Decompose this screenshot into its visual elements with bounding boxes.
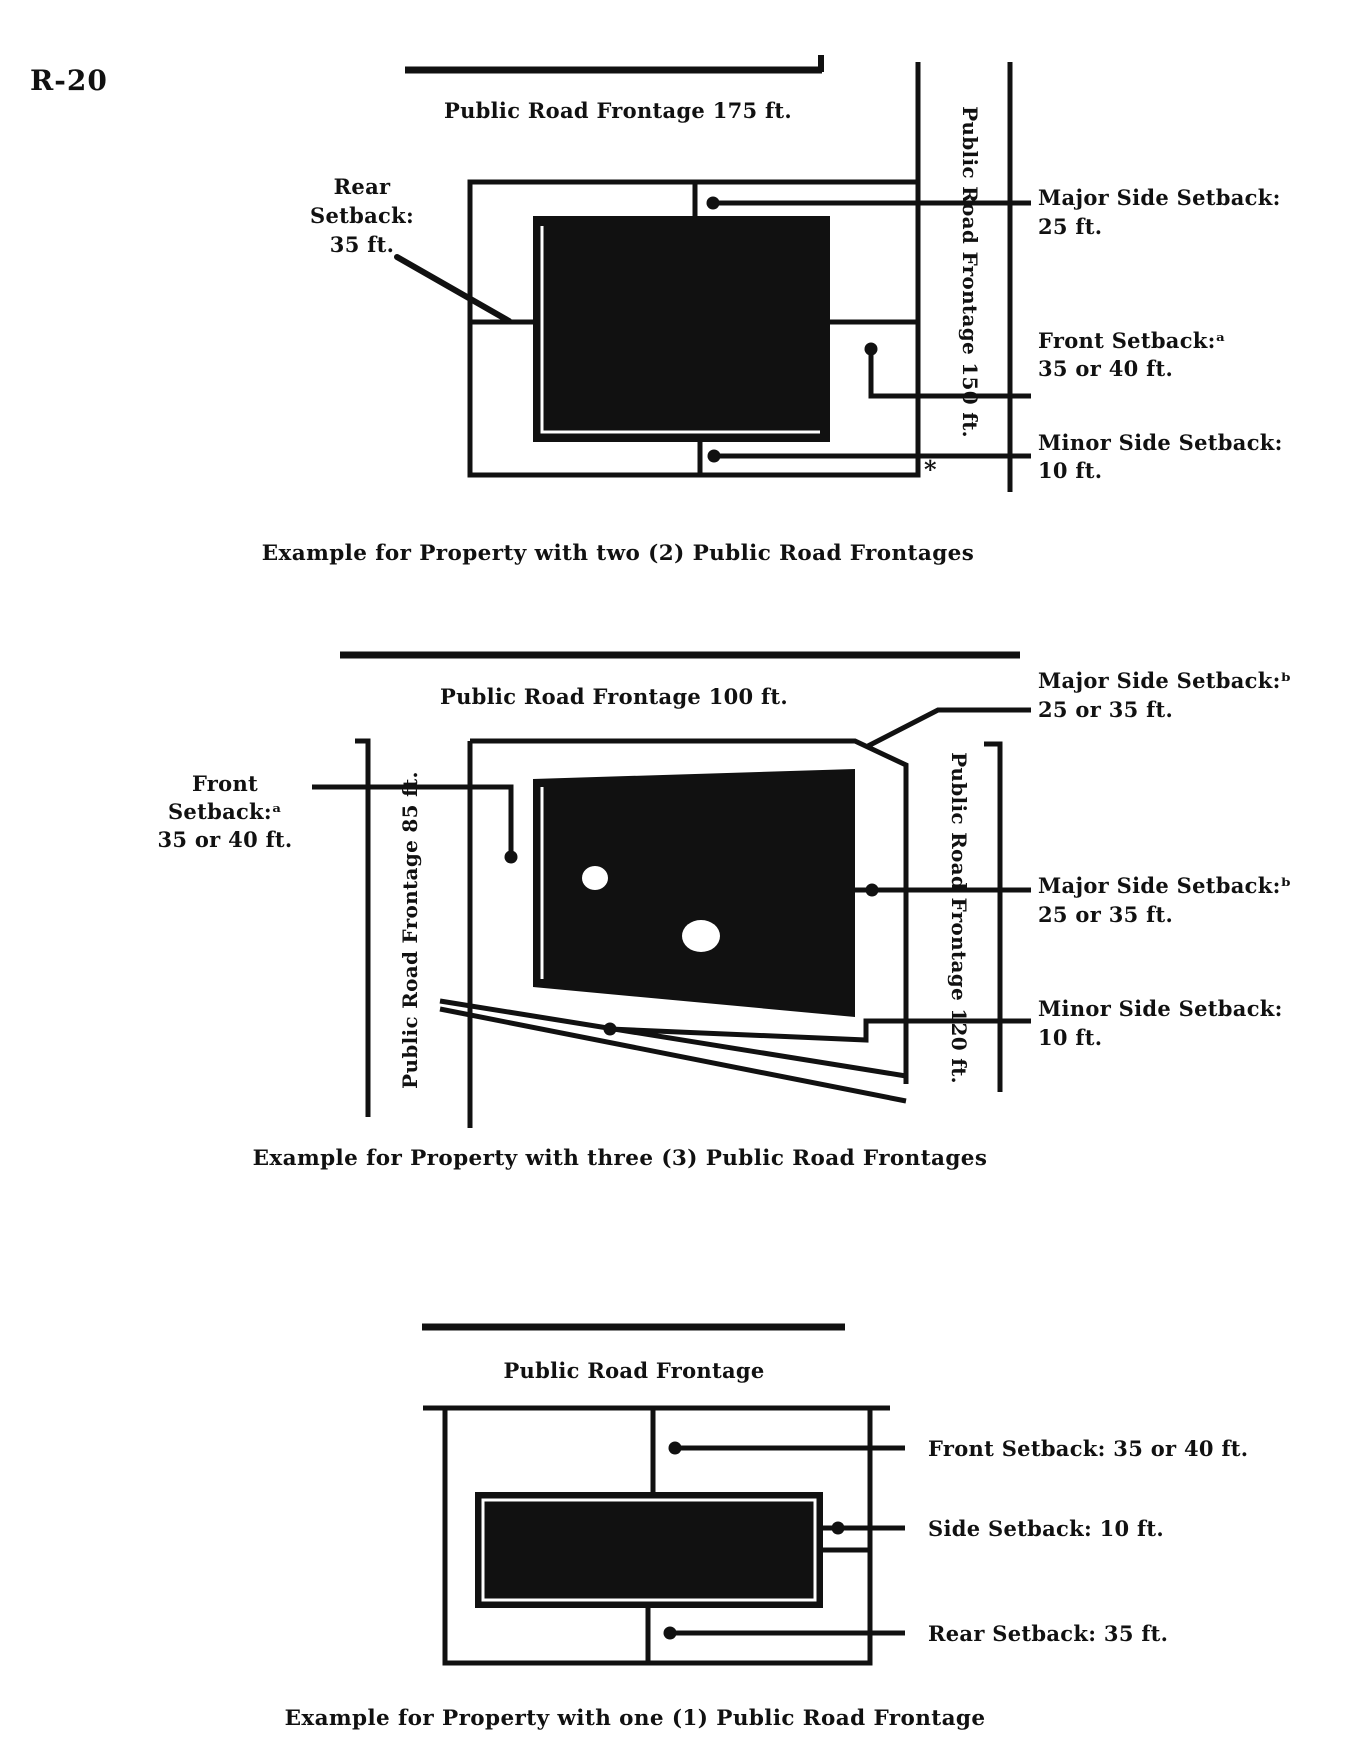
rear-pointer-arrow [397,257,509,321]
footnote-asterisk: * [924,455,937,484]
front-setback-label: Front Setback: 35 or 40 ft. [928,1436,1249,1461]
top-road-frontage-label: Public Road Frontage [503,1358,765,1383]
minor-side-setback-label-line1: Minor Side Setback: [1038,430,1283,455]
minor-side-setback-label-line1: Minor Side Setback: [1038,996,1283,1021]
rear-setback-label-line3: 35 ft. [329,232,395,257]
major-top-leader-line [868,710,1031,746]
major-side-setback-top-label-line1: Major Side Setback:ᵇ [1038,668,1292,693]
major-side-setback-label-line1: Major Side Setback: [1038,185,1281,210]
diagram-two-road-frontages [262,55,1283,566]
left-road-frontage-label: Public Road Frontage 85 ft. [398,771,422,1089]
top-road-frontage-label: Public Road Frontage 175 ft. [444,98,792,123]
front-setback-label-line3: 35 or 40 ft. [157,827,293,852]
front-leader-line [871,349,1031,396]
minor-side-setback-label-line2: 10 ft. [1038,458,1103,483]
scan-speckle [582,866,608,890]
front-leader-dot [505,851,518,864]
front-setback-label-line2: Setback:ᵃ [167,799,283,824]
major-side-setback-mid-label-line1: Major Side Setback:ᵇ [1038,873,1292,898]
building-footprint [475,1492,823,1608]
right-road-frontage-label: Public Road Frontage 120 ft. [947,752,971,1084]
top-road-frontage-label: Public Road Frontage 100 ft. [440,684,788,709]
minor-side-setback-label-line2: 10 ft. [1038,1025,1103,1050]
lot-bottom-boundary-slant [440,1009,906,1101]
side-setback-label: Side Setback: 10 ft. [928,1516,1164,1541]
major-side-setback-top-label-line2: 25 or 35 ft. [1038,697,1174,722]
front-setback-label-line1: Front Setback:ᵃ [1038,328,1226,353]
front-setback-label-line2: 35 or 40 ft. [1038,356,1174,381]
rear-setback-label-line1: Rear [333,174,391,199]
rear-setback-label-line2: Setback: [309,203,415,228]
major-side-setback-label-line2: 25 ft. [1038,214,1103,239]
caption-one-frontage: Example for Property with one (1) Public Road Frontage [284,1706,986,1731]
right-road-right-edge [984,744,1000,1092]
caption-two-frontages: Example for Property with two (2) Public Road Frontages [261,541,975,566]
right-road-frontage-label: Public Road Frontage 150 ft. [958,106,982,438]
front-setback-label-line1: Front [191,771,259,796]
diagram-three-road-frontages [157,655,1291,1171]
caption-three-frontages: Example for Property with three (3) Public Road Frontages [252,1146,988,1171]
building-footprint [533,216,830,442]
left-road-left-edge [355,741,368,1117]
rear-setback-label: Rear Setback: 35 ft. [928,1621,1169,1646]
building-footprint [533,769,855,1017]
scan-speckle [682,920,720,952]
major-side-setback-mid-label-line2: 25 or 35 ft. [1038,902,1174,927]
diagram-one-road-frontage [285,1327,1249,1731]
zone-code-label: R-20 [30,64,108,97]
